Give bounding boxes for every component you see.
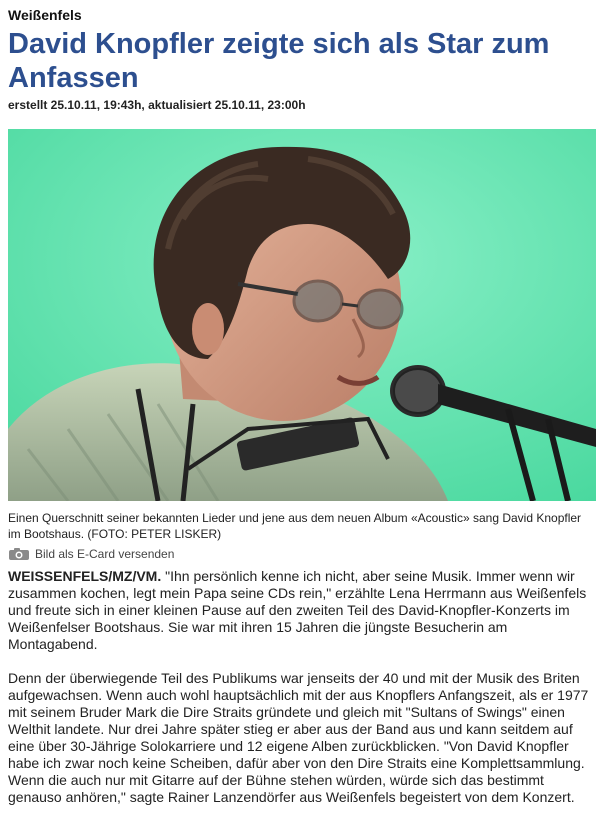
article-paragraph-2: Denn der überwiegende Teil des Publikums war jenseits der 40 und mit der Musik des Briten aufgewachsen. Wenn auch wohl hauptsächlich mit der aus Knopflers Anfangszeit, als er 1977 mit seinem Bruder Mark die Dire Straits gründete und gleich mit "Sultans of Swings" einen Welthit landete. Nur drei Jahre später stieg er aber aus der Band aus und kann seitdem auf eine über 30-Jährige Solokarriere und 12 eigene Alben zurückblicken. "Von David Knopfler habe ich zwar noch keine Scheiben, dafür aber von den Dire Straits eine Komplettsammlung. Wenn die auch nur mit Gitarre auf der Bühne stehen würden, würde sich das bestimmt genauso anhören," sagte Rainer Lanzendörfer aus Weißenfels begeistert von dem Konzert. <box>8 670 589 805</box>
paragraph-1-text: "Ihn persönlich kenne ich nicht, aber seine Musik. Immer wenn wir zusammen kochen, legt mein Papa seine CDs rein," erzählte Lena Herrmann aus Weißenfels und freute sich in einer kleinen Pause auf den zweiten Teil des David-Knopfler-Konzerts im Weißenfelser Bootshaus. Sie war mit ihren 15 Jahren die jüngste Besucherin am Montagabend. <box>8 568 587 652</box>
article-headline: David Knopfler zeigte sich als Star zum Anfassen <box>8 28 550 94</box>
article-paragraph <box>8 568 598 653</box>
article-dateline: erstellt 25.10.11, 19:43h, aktualisiert 25.10.11, 23:00h <box>8 98 306 112</box>
article-lead: WEISSENFELS/MZ/VM. <box>8 568 162 584</box>
ecard-row[interactable] <box>8 546 174 562</box>
section-label: Weißenfels <box>8 7 82 23</box>
article-body <box>8 568 598 823</box>
photo-caption: Einen Querschnitt seiner bekannten Lieder und jene aus dem neuen Album «Acoustic» sang David Knopfler im Bootshaus. (FOTO: PETER LISKER) <box>8 511 582 541</box>
camera-icon <box>8 547 30 561</box>
concert-photo <box>8 129 596 501</box>
article-photo[interactable] <box>8 129 596 501</box>
send-ecard-link[interactable]: Bild als E-Card versenden <box>35 547 175 561</box>
